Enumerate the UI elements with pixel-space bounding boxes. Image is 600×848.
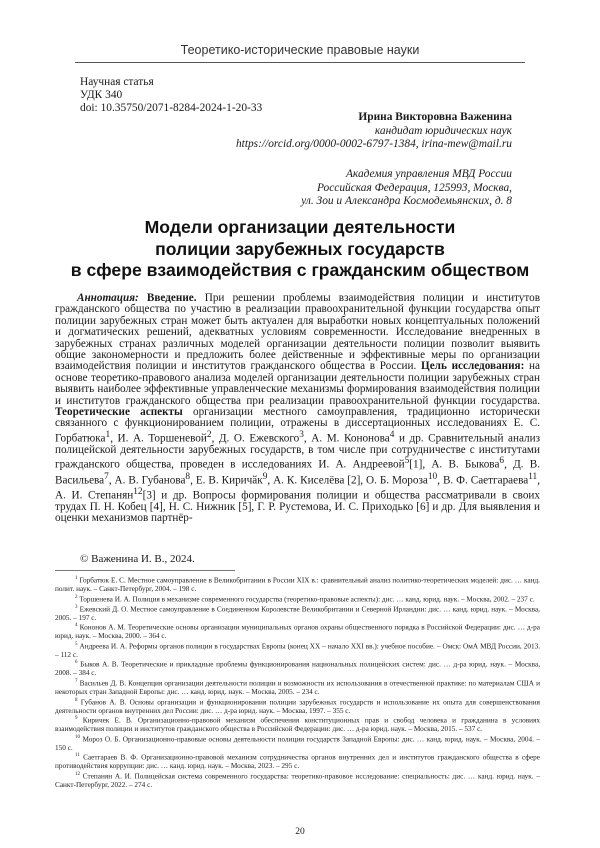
aspects-text: , Д. В. Васильева — [55, 459, 541, 487]
article-type: Научная статья — [80, 76, 154, 88]
aspects-text: , Д. О. Ежевского — [211, 432, 300, 445]
footnote-number: 2 — [75, 594, 78, 600]
author-contacts[interactable]: https://orcid.org/0000-0002-6797-1384, irina-mew@mail.ru — [235, 138, 512, 151]
footnote-ref[interactable]: 2 — [206, 429, 212, 440]
footnote-ref[interactable]: 4 — [389, 429, 395, 440]
footnote-item — [55, 734, 540, 753]
aspects-text: , В. Ф. Саетгараева — [437, 474, 529, 487]
footnote-text: Киричек Е. В. Организационно-правовой механизм обеспечения конституционных прав и свобод человека и гражданина в условиях взаимодействия полиции и институтов гражданского общества в Российской Федерации: дис. … д-ра юрид. наук. – Москва, 2015. – 537 с. — [55, 716, 541, 734]
title-line: полиции зарубежных государств — [155, 238, 445, 259]
footnote-item — [55, 622, 540, 641]
doi-link[interactable]: doi: 10.35750/2071-8284-2024-1-20-33 — [80, 102, 263, 115]
footnote-ref[interactable]: 8 — [185, 471, 191, 482]
footnote-number: 9 — [75, 716, 78, 722]
footnote-item — [55, 641, 540, 660]
aspects-text: , И. А. Торшеневой — [110, 432, 207, 445]
goal-label: Цель исследования: — [421, 360, 525, 373]
footnote-item — [55, 678, 540, 697]
footnote-text: Саетгараев В. Ф. Организационно-правовой механизм сотрудничества органов внутренних дел и институтов гражданского общества в сфере противодействия коррупции: дис. … канд. юрид. наук. – Москва, 2023. – 295 с. — [55, 753, 541, 771]
footnote-number: 11 — [75, 753, 80, 759]
running-head: Теоретико-исторические правовые науки — [180, 43, 420, 57]
intro-text: При решении проблемы взаимодействия полиции и институтов гражданского общества по участию в реализации правоохранительной функции государства опыт полиции зарубежных стран может быть актуален для выработки новых концептуальных положений и догматических решений, адекватных условиям современности. Исследование внедренных в зарубежных странах различных моделей организации деятельности полиции позволит выявить общие закономерности и предложить более действенные и эффективные меры по организации взаимодействия полиции и институтов гражданского общества в России. — [55, 292, 541, 373]
aspects-text: организации местного самоуправления, традиционно исторически связанного с функционированием полиции, отражены в диссертационных исследованиях Е. С. Горбатюка — [55, 406, 541, 445]
footnote-text: Торшенева И. А. Полиция в механизме современного государства (теоретико-правовые аспекты): дис. … канд. юрид. наук. – Москва, 2002. – 237 с. — [79, 595, 535, 603]
footnote-text: Губанов А. В. Основы организации и функционирования полиции зарубежных государств и использование их опыта для совершенствования деятельности органов внутренних дел России: дис. … д-ра юрид. наук. – Москва, 1997. – 355 с. — [55, 697, 540, 715]
footnote-ref[interactable]: 5 — [404, 456, 410, 467]
author-degree: кандидат юридических наук — [374, 124, 512, 137]
aspects-text: , А. В. Губанова — [108, 474, 186, 487]
aspects-label: Теоретические аспекты — [55, 406, 183, 419]
footnote-number: 8 — [75, 697, 78, 703]
footnote-item — [55, 604, 540, 623]
footnote-ref[interactable]: 9 — [262, 471, 268, 482]
aspects-text: и др. Сравнительный анализ полицейской деятельности зарубежных государств, в том числе при сотрудничестве с институтами гражданского общества, проведен в исследованиях И. А. Андреевой — [55, 432, 540, 472]
article-title — [40, 217, 560, 282]
footnote-text: Горбатюк Е. С. Местное самоуправление в Великобритании в России XIX в.: сравнительный анализ политико-теоретических моделей: дис. … канд. полит. наук. – Санкт-Петербург, 2004. – 198 с. — [55, 576, 540, 593]
footnote-item — [55, 659, 540, 678]
aspects-text: [1], А. В. Быкова — [409, 459, 500, 472]
footnote-ref[interactable]: 7 — [104, 471, 109, 482]
footnote-text: Кононов А. М. Теоретические основы организации муниципальных органов охраны общественного порядка в Российской Федерации: дис. … д-ра юрид. наук. – Москва, 2000. – 364 с. — [55, 623, 540, 641]
article-meta — [80, 76, 262, 116]
abstract-label: Аннотация: — [77, 292, 139, 304]
aspects-text: , А. К. Киселёва [2], О. Б. Мороза — [267, 474, 428, 487]
abstract — [55, 293, 540, 525]
footnote-text: Андреева И. А. Реформы органов полиции в государствах Европы (конец XX – начало XXI вв.): учебное пособие. – Омск: ОмА МВД России, 2013. – 112 с. — [55, 642, 541, 659]
footnote-number: 4 — [75, 623, 78, 629]
footnote-number: 7 — [75, 678, 78, 684]
author-block — [236, 111, 512, 152]
aspects-text: , А. И. Степанян — [55, 474, 540, 502]
footnotes — [55, 575, 540, 790]
title-line: в сфере взаимодействия с гражданским обществом — [70, 260, 530, 281]
footnote-item — [55, 715, 540, 734]
footnote-number: 12 — [75, 771, 80, 777]
abstract-paragraph — [55, 293, 540, 525]
page-number: 20 — [295, 827, 305, 837]
affiliation-line: Академия управления МВД России — [345, 168, 512, 180]
goal-text: на основе теоретико-правового анализа моделей организации деятельности полиции зарубежных стран выявить наиболее эффективные управленческие механизмы формирования взаимодействия полиции и институтов гражданского общества при реализации правоохранительной функции государства. — [55, 360, 540, 407]
footnote-item — [55, 752, 540, 771]
intro-label: Введение. — [146, 292, 197, 304]
udc-code: УДК 340 — [80, 89, 123, 102]
footnote-text: Васильев Д. В. Концепция организации деятельности полиции и возможности их использования в отечественной практике: по материалам США и некоторых стран Западной Европы: дис. … канд. юрид. наук. – Москва, 2005. – 234 с. — [55, 679, 540, 696]
aspects-text: , Е. В. Киричӑк — [190, 474, 263, 487]
footnote-ref[interactable]: 10 — [427, 471, 438, 482]
footnote-ref[interactable]: 12 — [133, 486, 143, 497]
footnote-number: 1 — [75, 576, 78, 581]
footnote-rule — [55, 570, 235, 571]
footnote-ref[interactable]: 3 — [299, 429, 304, 440]
footnote-text: Мороз О. Б. Организационно-правовые основы деятельности полиции государств Западной Европы: дис. … канд. юрид. наук. – Москва, 2004. – 150 с. — [55, 735, 541, 752]
footnote-text: Степанян А. И. Полицейская система современного государства: теоретико-правовое исследование: специальность: дис. … канд. юрид. наук. – Санкт-Петербург, 2022. – 274 с. — [55, 772, 541, 789]
author-name: Ирина Викторовна Важенина — [358, 111, 512, 123]
title-line: Модели организации деятельности — [144, 217, 456, 237]
footnote-number: 6 — [75, 660, 78, 666]
footnote-text: Ежевский Д. О. Местное самоуправление в Соединенном Королевстве Великобритании и Северной Ирландии: дис. … канд. юрид. наук. – Москва, 2005. – 197 с. — [55, 605, 540, 622]
footnote-text: Быков А. В. Теоретические и прикладные проблемы функционирования национальных полицейских систем: дис. … д-ра юрид. наук. – Москва, 2008. – 384 с. — [55, 660, 541, 678]
footnote-item — [55, 771, 540, 790]
footnote-number: 5 — [75, 641, 78, 647]
affiliation-line: Российская Федерация, 125993, Москва, — [316, 181, 512, 194]
header-rule — [75, 62, 525, 63]
affiliation-line: ул. Зои и Александра Космодемьянских, д. 8 — [301, 195, 512, 208]
affiliation-block — [301, 168, 512, 209]
copyright-line: © Важенина И. В., 2024. — [80, 553, 195, 565]
aspects-text: , А. М. Кононова — [303, 432, 390, 445]
footnote-number: 10 — [75, 734, 80, 740]
footnote-ref[interactable]: 1 — [105, 429, 111, 440]
aspects-text: [3] и др. Вопросы формирования полиции и общества рассматривали в своих трудах П. Н. Кобец [4], Н. С. Нижник [5], Г. Р. Рустемова, И. С. Приходько [6] и др. Для выявления и оценки механизмов партнёр- — [55, 489, 540, 525]
footnote-ref[interactable]: 6 — [499, 456, 505, 467]
footnote-item — [55, 697, 540, 716]
footnote-item — [55, 575, 540, 594]
footnote-ref[interactable]: 11 — [528, 471, 538, 482]
footnote-item — [55, 594, 540, 604]
footnote-number: 3 — [75, 604, 78, 610]
